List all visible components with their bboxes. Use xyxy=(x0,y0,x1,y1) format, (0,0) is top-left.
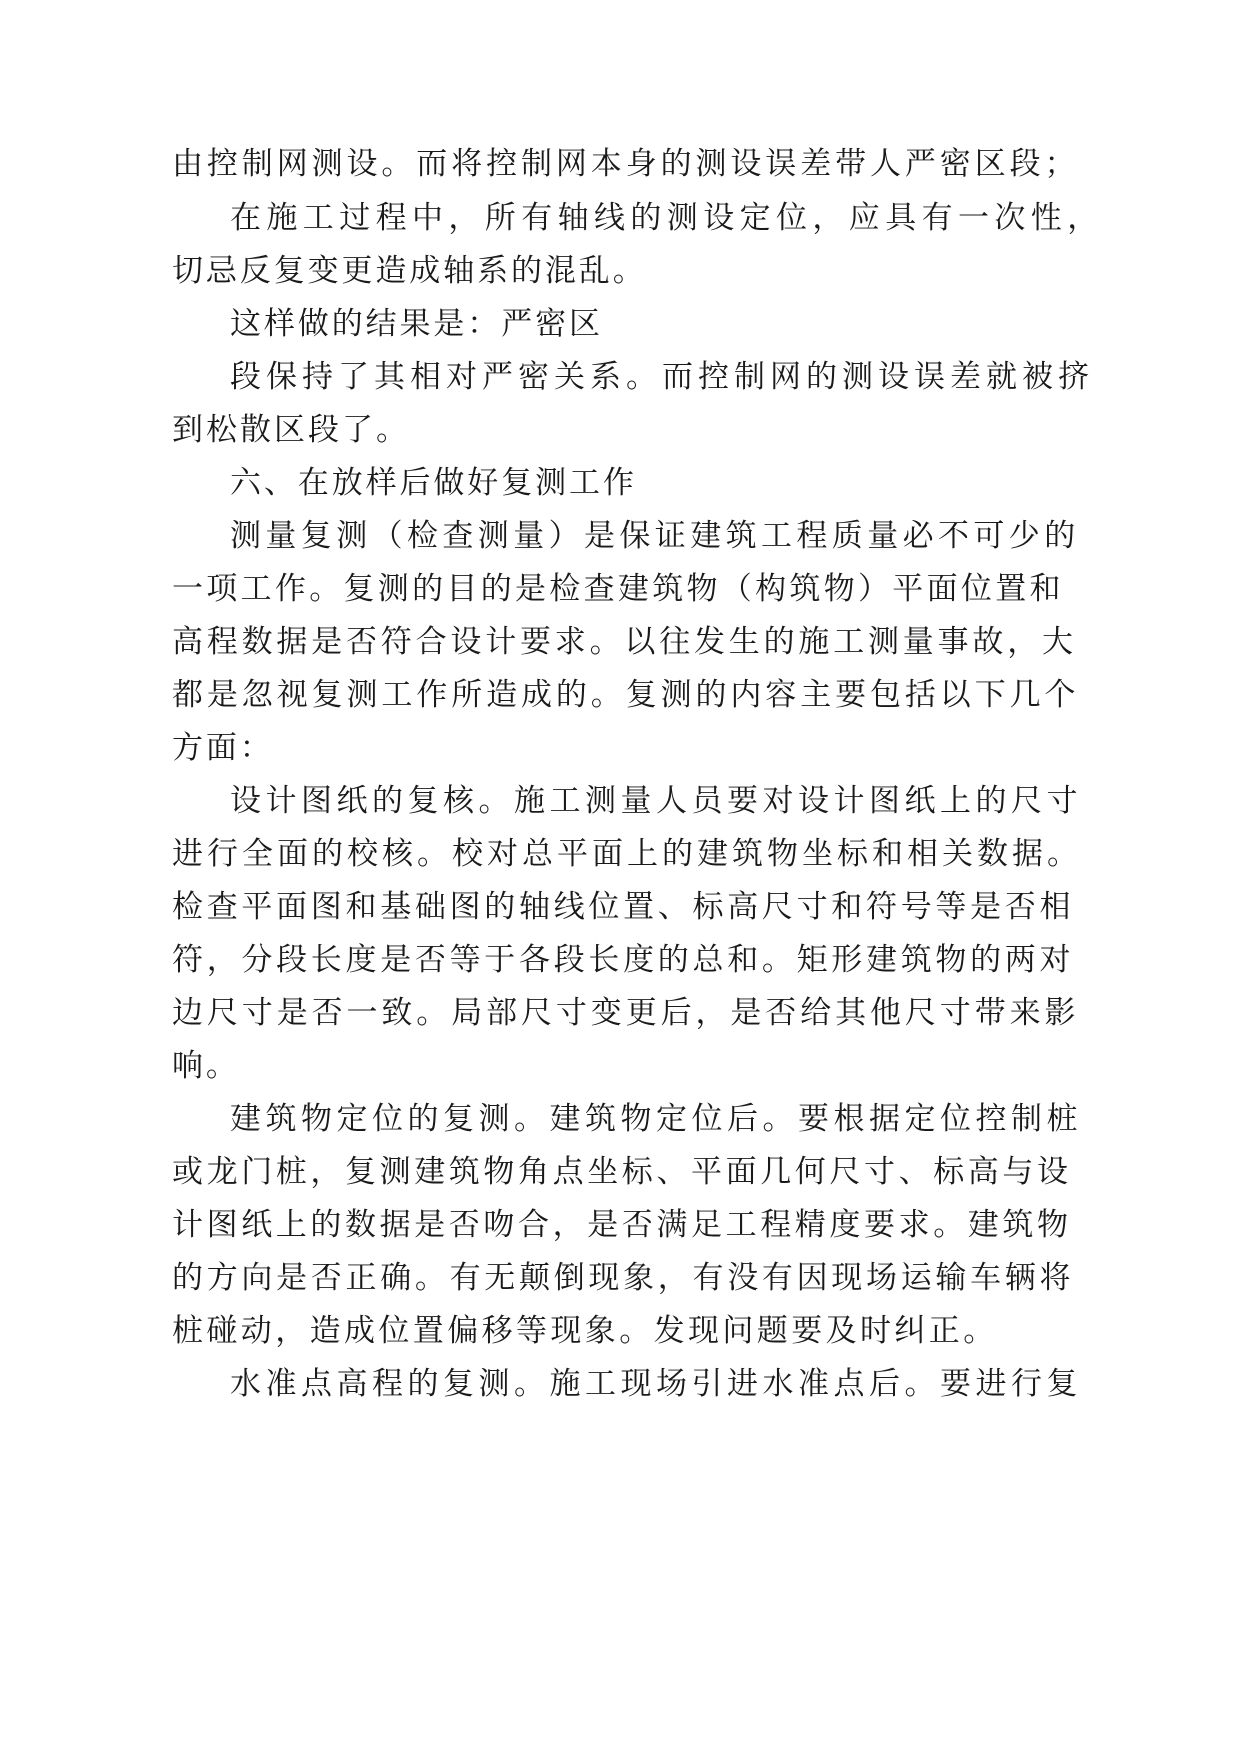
text-line: 的方向是否正确。有无颠倒现象，有没有因现场运输车辆将 xyxy=(172,1260,1075,1296)
text-line: 都是忽视复测工作所造成的。复测的内容主要包括以下几个 xyxy=(172,677,1080,713)
text-line: 方面： xyxy=(172,730,274,766)
text-line: 高程数据是否符合设计要求。以往发生的施工测量事故，大 xyxy=(172,624,1077,660)
text-line: 桩碰动，造成位置偏移等现象。发现问题要及时纠正。 xyxy=(172,1313,998,1349)
text-line: 在施工过程中，所有轴线的测设定位，应具有一次性， xyxy=(230,200,1104,236)
text-line: 计图纸上的数据是否吻合，是否满足工程精度要求。建筑物 xyxy=(172,1207,1072,1243)
text-line: 符，分段长度是否等于各段长度的总和。矩形建筑物的两对 xyxy=(172,942,1075,978)
text-line: 响。 xyxy=(172,1048,240,1084)
text-line: 或龙门桩，复测建筑物角点坐标、平面几何尺寸、标高与设 xyxy=(172,1154,1072,1190)
text-line: 水准点高程的复测。施工现场引进水准点后。要进行复 xyxy=(230,1366,1082,1402)
text-line: 一项工作。复测的目的是检查建筑物（构筑物）平面位置和 xyxy=(172,571,1064,607)
text-line: 检查平面图和基础图的轴线位置、标高尺寸和符号等是否相 xyxy=(172,889,1075,925)
text-line: 段保持了其相对严密关系。而控制网的测设误差就被挤 xyxy=(230,359,1094,395)
text-line: 边尺寸是否一致。局部尺寸变更后，是否给其他尺寸带来影 xyxy=(172,995,1080,1031)
text-line: 设计图纸的复核。施工测量人员要对设计图纸上的尺寸 xyxy=(230,783,1082,819)
text-line: 切忌反复变更造成轴系的混乱。 xyxy=(172,253,647,289)
text-line: 进行全面的校核。校对总平面上的建筑物坐标和相关数据。 xyxy=(172,836,1082,872)
text-line: 测量复测（检查测量）是保证建筑工程质量必不可少的 xyxy=(230,518,1080,554)
text-line: 六、在放样后做好复测工作 xyxy=(230,465,637,501)
text-line: 由控制网测设。而将控制网本身的测设误差带人严密区段； xyxy=(172,146,1080,182)
text-line: 这样做的结果是：严密区 xyxy=(230,306,603,342)
text-line: 建筑物定位的复测。建筑物定位后。要根据定位控制桩 xyxy=(230,1101,1082,1137)
text-line: 到松散区段了。 xyxy=(172,412,410,448)
